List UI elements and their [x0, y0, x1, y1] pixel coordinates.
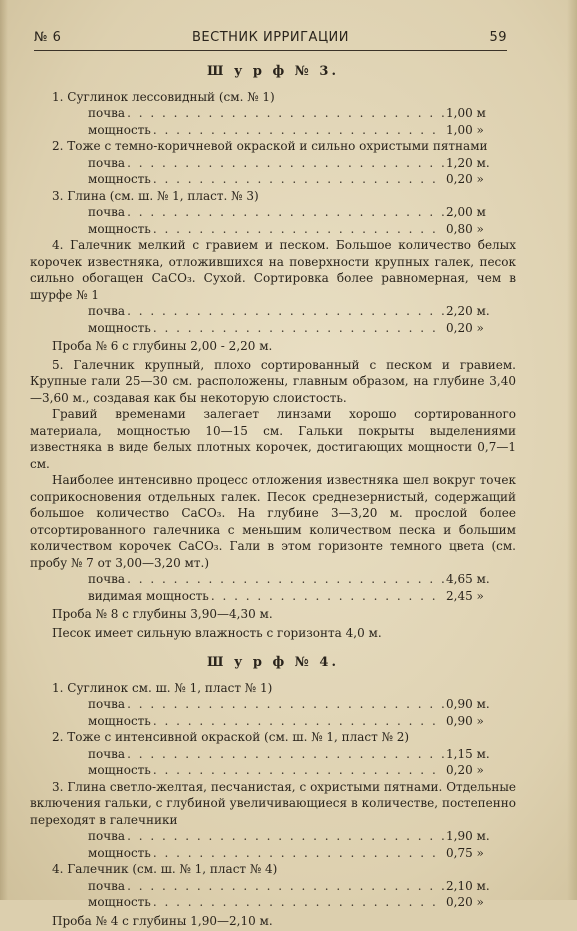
measurement-row: [30, 588, 516, 605]
measurement-value: 0,20 »: [446, 763, 484, 777]
paragraph: Наиболее интенсивно процесс отложения известняка шел вокруг точек соприкосновения отдельных галек. Песок среднезернистый, содержащий большое количество CaCO₃. На глубине 3—3,20 м. прослой более отсортированного галечника с меньшим количеством песка и большим количеством корочек CaCO₃. Гали в этом горизонте темного цвета (см. пробу № 7 от 3,00—3,20 мт.): [30, 473, 516, 570]
measurement-value: 0,20 »: [446, 172, 484, 186]
leader-dots: [127, 696, 444, 713]
layer-description: 3. Глина (см. ш. № 1, пласт. № 3): [52, 188, 259, 203]
sample-note: Проба № 8 с глубины 3,90—4,30 м.: [52, 607, 273, 621]
leader-dots: [153, 122, 444, 139]
layer-description: 1. Суглинок лессовидный (см. № 1): [52, 89, 275, 104]
layer-description: 3. Глина светло-желтая, песчанистая, с охристыми пятнами. Отдельные включения гальки, с глубиной увеличивающиеся в количестве, постепенно переходят в галечники: [30, 779, 516, 827]
measurement-row: [30, 155, 516, 172]
measurement-value: 0,90 м.: [446, 697, 490, 711]
measurement-row: [30, 303, 516, 320]
leader-dots: [153, 845, 444, 862]
measurement-value: 0,20 »: [446, 320, 484, 335]
measurement-row: [30, 746, 516, 763]
leader-dots: [127, 878, 444, 895]
measurement-value: 1,15 м.: [446, 746, 490, 761]
measurement-label: мощность: [88, 172, 151, 186]
leader-dots: [153, 894, 444, 911]
header-rule: [34, 50, 507, 51]
measurement-value: 0,75 »: [446, 845, 484, 860]
leader-dots: [127, 746, 444, 763]
measurement-label: почва: [88, 155, 126, 170]
measurement-label: мощность: [88, 895, 151, 909]
measurement-label: почва: [88, 829, 126, 843]
measurement-value: 1,20 м.: [446, 155, 490, 170]
measurement-label: мощность: [88, 713, 151, 728]
leader-dots: [153, 762, 444, 779]
measurement-label: мощность: [88, 763, 151, 777]
measurement-row: [30, 105, 516, 122]
leader-dots: [153, 221, 444, 238]
paragraph: Гравий временами залегает линзами хорошо сортированного материала, мощностью 10—15 см. Гальки покрыты выделениями известняка в виде белых плотных корочек, достигающих мощности 0,7—1 см.: [30, 407, 516, 471]
leader-dots: [127, 155, 444, 172]
measurement-row: [30, 828, 516, 845]
leader-dots: [127, 105, 444, 122]
measurement-row: [30, 762, 516, 779]
measurement-row: [30, 171, 516, 188]
measurement-row: [30, 571, 516, 588]
measurement-label: видимая мощность: [88, 588, 209, 603]
measurement-value: 1,00 м: [446, 106, 486, 120]
measurement-row: [30, 204, 516, 221]
measurement-value: 0,90 »: [446, 713, 484, 728]
layer-description: 5. Галечник крупный, плохо сортированный с песком и гравием. Крупные гали 25—30 см. расположены, главным образом, на глубине 3,40—3,60 м., создавая как бы некоторую слоистость.: [30, 357, 516, 405]
sample-note: Проба № 4 с глубины 1,90—2,10 м.: [52, 913, 273, 928]
measurement-value: 1,00 »: [446, 122, 484, 137]
leader-dots: [127, 571, 444, 588]
page-edge-shadow: [567, 0, 577, 900]
journal-title: ВЕСТНИК ИРРИГАЦИИ: [191, 30, 349, 45]
leader-dots: [153, 171, 444, 188]
measurement-value: 2,10 м.: [446, 878, 490, 893]
measurement-label: почва: [88, 205, 126, 219]
measurement-value: 2,45 »: [446, 588, 484, 603]
measurement-label: почва: [88, 572, 126, 586]
leader-dots: [127, 828, 444, 845]
layer-description: 4. Галечник мелкий с гравием и песком. Большое количество белых корочек известняка, отложившихся на поверхности крупных галек, песок сильно обогащен CaCO₃. Сухой. Сортировка более равномерная, чем в шурфе № 1: [30, 238, 516, 302]
measurement-row: [30, 221, 516, 238]
leader-dots: [211, 588, 444, 605]
measurement-row: [30, 878, 516, 895]
measurement-label: мощность: [88, 320, 151, 335]
measurement-row: [30, 122, 516, 139]
sample-note: Проба № 6 с глубины 2,00 - 2,20 м.: [52, 339, 273, 353]
measurement-label: почва: [88, 106, 126, 120]
measurement-label: почва: [88, 878, 126, 893]
running-header: [34, 30, 507, 50]
leader-dots: [127, 204, 444, 221]
section-heading-shurf-3: Ш у р ф № 3.: [207, 64, 339, 79]
measurement-value: 0,20 »: [446, 895, 484, 909]
measurement-label: почва: [88, 746, 126, 761]
measurement-label: почва: [88, 697, 126, 711]
leader-dots: [153, 320, 444, 337]
section-heading-shurf-4: Ш у р ф № 4.: [207, 655, 339, 670]
measurement-label: мощность: [88, 845, 151, 860]
layer-description: 1. Суглинок см. ш. № 1, пласт № 1): [52, 680, 273, 695]
layer-description: 2. Тоже с интенсивной окраской (см. ш. № 1, пласт № 2): [52, 730, 410, 744]
layer-description: 2. Тоже с темно-коричневой окраской и сильно охристыми пятнами: [52, 139, 488, 153]
layer-description: 4. Галечник (см. ш. № 1, пласт № 4): [52, 862, 278, 876]
measurement-label: мощность: [88, 221, 151, 236]
measurement-value: 2,20 м.: [446, 304, 490, 318]
leader-dots: [153, 713, 444, 730]
measurement-value: 2,00 м: [446, 205, 486, 219]
measurement-value: 4,65 м.: [446, 572, 490, 586]
measurement-label: почва: [88, 304, 126, 318]
leader-dots: [127, 303, 444, 320]
measurement-value: 0,80 »: [446, 221, 484, 236]
measurement-row: [30, 894, 516, 911]
measurement-row: [30, 320, 516, 337]
article-body: [30, 62, 516, 931]
measurement-row: [30, 713, 516, 730]
page-number: 59: [489, 30, 507, 45]
issue-number: № 6: [34, 30, 62, 45]
measurement-row: [30, 696, 516, 713]
measurement-label: мощность: [88, 122, 151, 137]
measurement-row: [30, 845, 516, 862]
measurement-value: 1,90 м.: [446, 829, 490, 843]
moisture-note: Песок имеет сильную влажность с горизонта 4,0 м.: [52, 625, 382, 640]
